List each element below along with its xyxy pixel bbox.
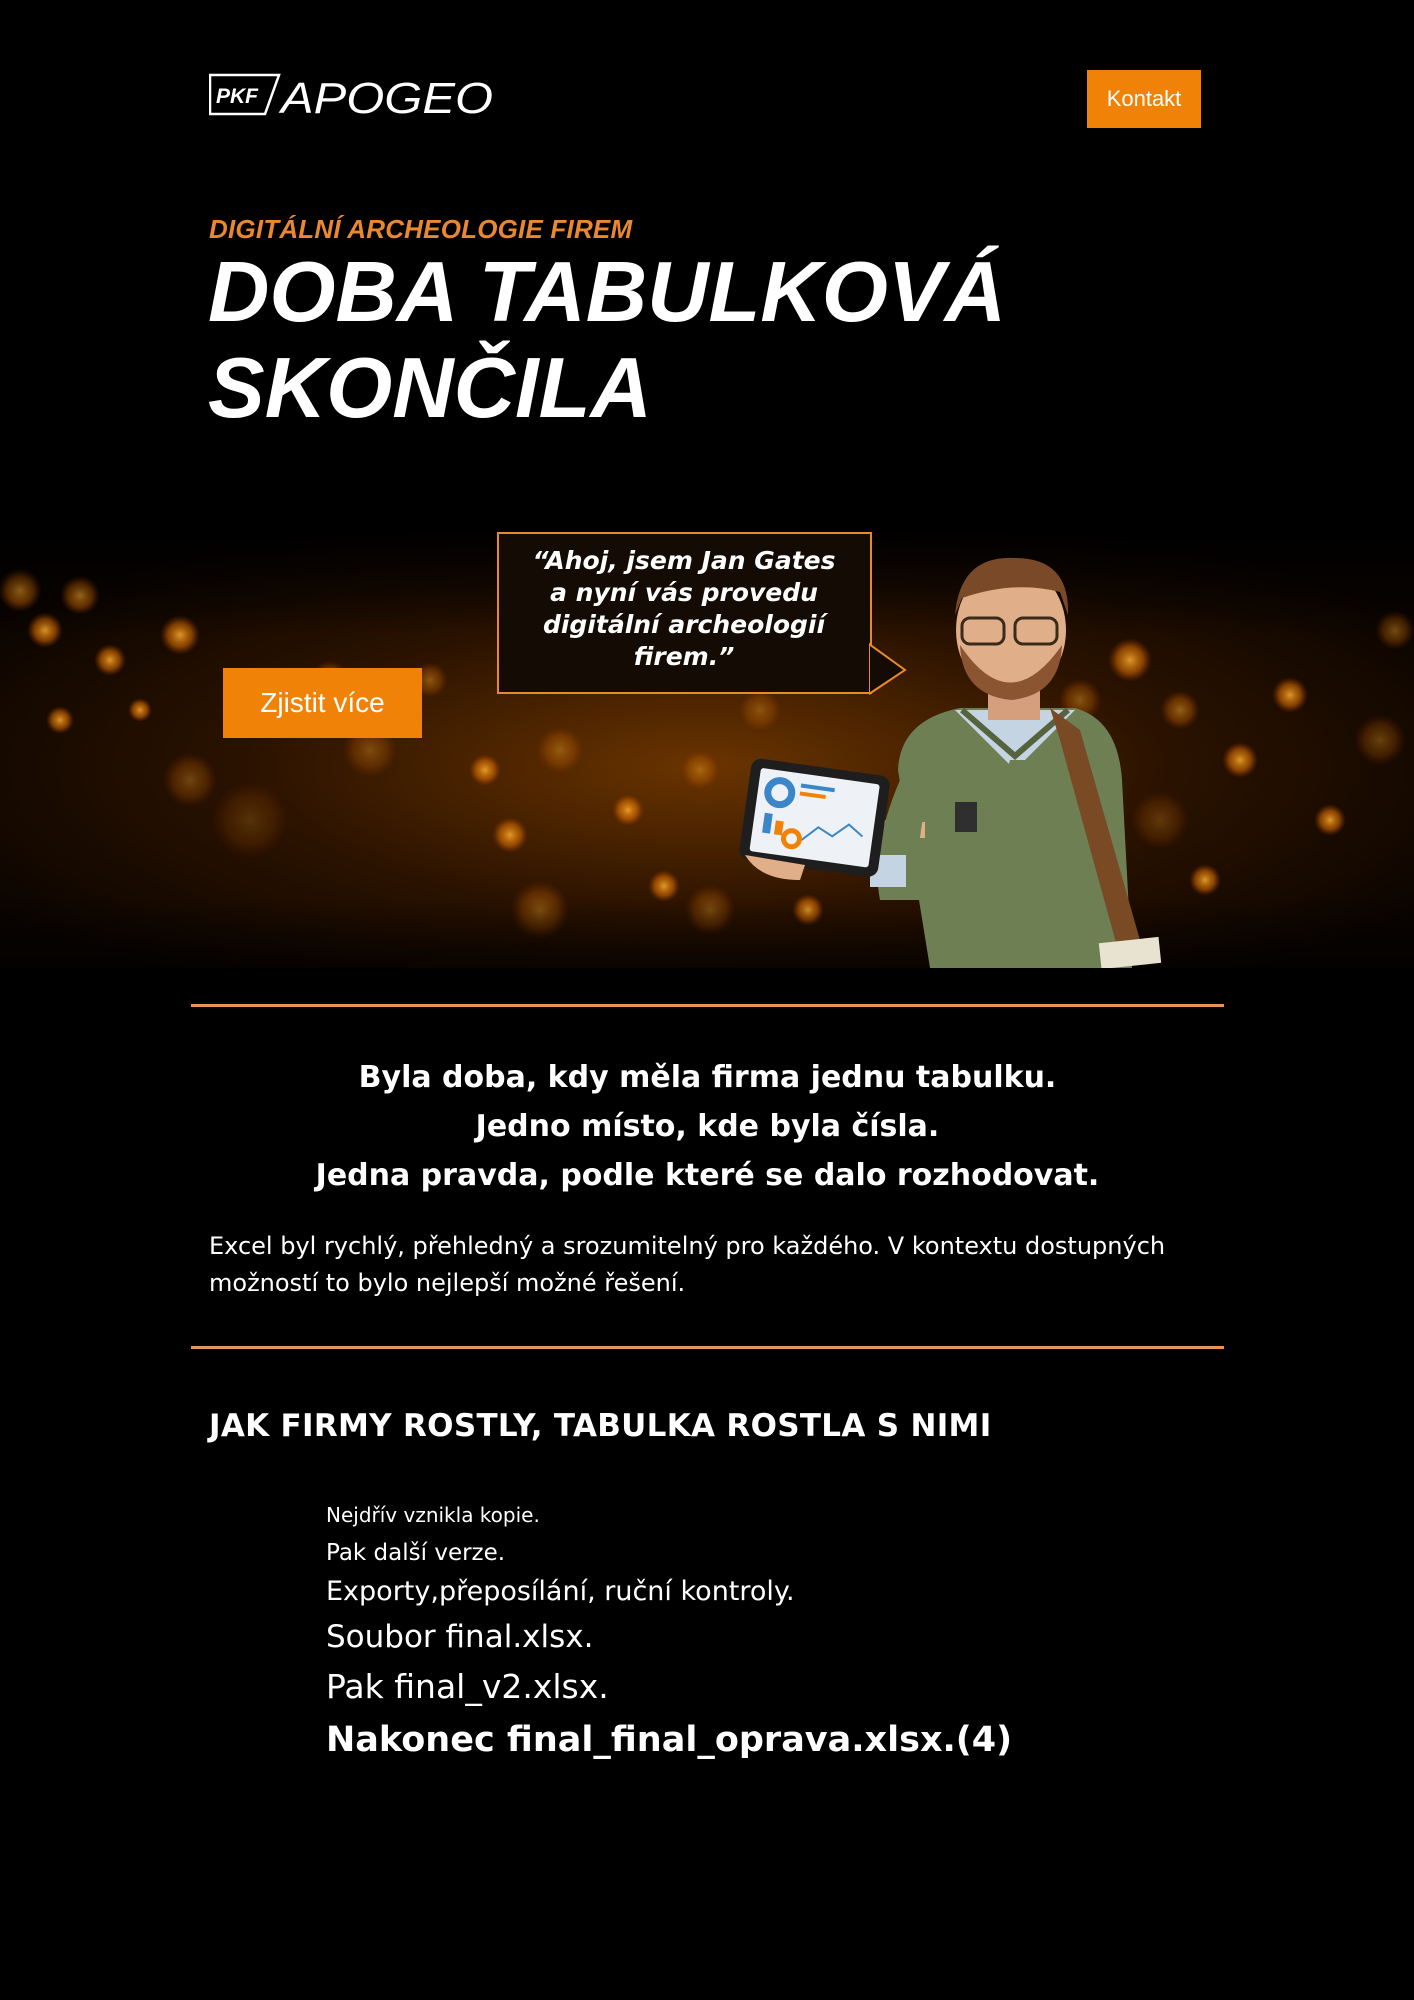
- intro-line-3: Jedna pravda, podle které se dalo rozhodovat.: [315, 1158, 1100, 1193]
- logo-prefix: PKF: [216, 85, 258, 108]
- list-item: Pak final_v2.xlsx.: [326, 1667, 609, 1706]
- list-item: Nakonec final_final_oprava.xlsx.(4): [326, 1720, 1013, 1760]
- logo-mark: [209, 73, 495, 117]
- learn-more-button[interactable]: Zjistit více: [223, 668, 422, 738]
- pkf-apogeo-logo[interactable]: [209, 73, 495, 117]
- hero-eyebrow: DIGITÁLNÍ ARCHEOLOGIE FIREM: [209, 214, 633, 244]
- divider-top: [191, 1004, 1224, 1007]
- divider-bottom: [191, 1346, 1224, 1349]
- growth-list: [326, 1496, 1012, 1768]
- hero-headline: [208, 245, 1108, 437]
- section-title: JAK FIRMY ROSTLY, TABULKA ROSTLA S NIMI: [209, 1408, 992, 1444]
- contact-button[interactable]: Kontakt: [1087, 70, 1201, 128]
- list-item: Nejdřív vznikla kopie.: [326, 1503, 540, 1527]
- bubble-line: digitální archeologií: [542, 610, 826, 639]
- bubble-line: a nyní vás provedu: [550, 578, 818, 607]
- intro-body: Excel byl rychlý, přehledný a srozumitelný pro každého. V kontextu dostupných možností to bylo nejlepší možné řešení.: [209, 1232, 1166, 1297]
- intro-line-2: Jedno místo, kde byla čísla.: [475, 1109, 940, 1144]
- headline-line-2: SKONČILA: [208, 341, 652, 436]
- bubble-line: “Ahoj, jsem Jan Gates: [532, 546, 836, 575]
- headline-line-1: DOBA TABULKOVÁ: [208, 245, 1006, 340]
- intro-statement: [191, 1053, 1224, 1200]
- speech-bubble-text: [503, 545, 865, 673]
- list-item: Soubor final.xlsx.: [326, 1619, 594, 1655]
- speech-bubble-tail: [869, 640, 909, 700]
- list-item: Exporty,přeposílání, ruční kontroly.: [326, 1576, 795, 1607]
- bubble-line: firem.”: [633, 642, 735, 671]
- list-item: Pak další verze.: [326, 1540, 506, 1566]
- intro-line-1: Byla doba, kdy měla firma jednu tabulku.: [358, 1060, 1057, 1095]
- logo-name: APOGEO: [277, 74, 493, 117]
